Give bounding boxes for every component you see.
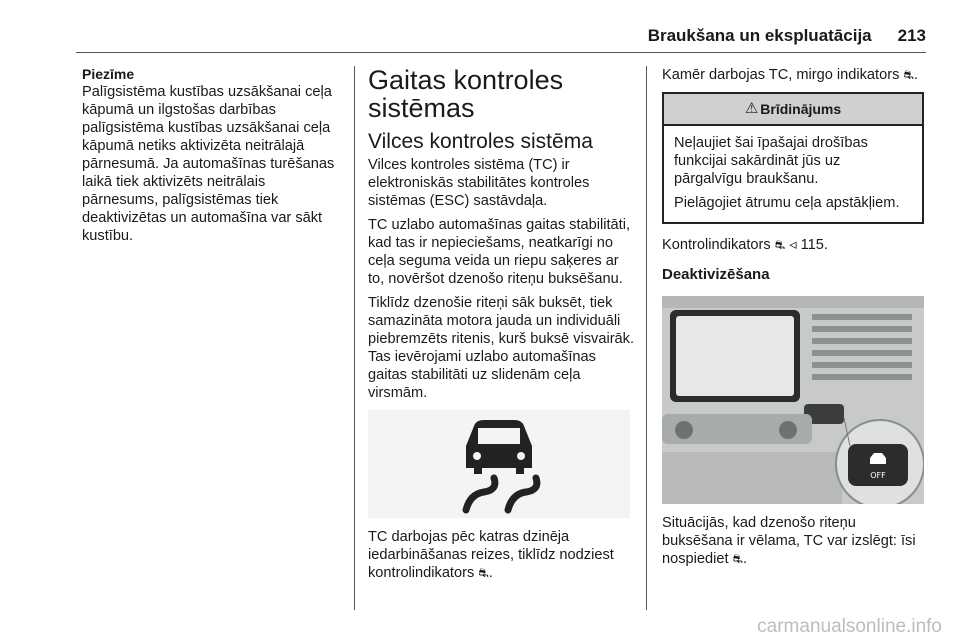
dashboard-illustration (662, 296, 924, 504)
column-3 (662, 66, 928, 574)
column-divider-2 (646, 66, 647, 610)
warning-header (664, 94, 922, 126)
column-1 (82, 66, 344, 251)
section-title: Gaitas kontroles sistēmas (368, 65, 564, 123)
button-label: OFF (870, 471, 886, 480)
dashboard-photo (662, 296, 924, 504)
subsection-title: Vilces kontroles sistēma (368, 130, 593, 153)
tc-off-icon: ⛐ (732, 552, 743, 566)
column-2 (368, 66, 636, 588)
warning-text: Neļaujiet šai īpašajai drošības funkcijai sakārdināt jūs uz pārgalvīgu braukšanu. (674, 135, 868, 187)
tc-indicator-icon: ⛐ (774, 238, 786, 252)
chapter-title: Braukšana un ekspluatācija (647, 26, 872, 45)
traction-control-icon (444, 414, 554, 514)
column-divider-1 (354, 66, 355, 610)
watermark: carmanualsonline.info (757, 616, 942, 637)
page-header (76, 26, 926, 53)
tc-indicator-icon: ⛐ (903, 68, 914, 82)
deactivation-heading: Deaktivizēšana (662, 266, 770, 283)
paragraph: Situācijās, kad dzenošo riteņu buksēšana ir vēlama, TC var izslēgt: īsi nospiediet ⛐. (662, 515, 916, 567)
warning-box (662, 92, 924, 224)
warning-triangle-icon: ⚠ (744, 100, 759, 117)
page-number: 213 (897, 26, 926, 45)
paragraph: Vilces kontroles sistēma (TC) ir elektroniskās stabilitātes kontroles sistēmas (ESC) sastāvdaļa. (368, 157, 590, 209)
warning-title: Brīdinājums (760, 101, 842, 117)
note-heading: Piezīme (82, 66, 135, 82)
paragraph: TC darbojas pēc katras dzinēja iedarbināšanas reizes, tiklīdz nodziest kontrolindikators ⛐. (368, 529, 614, 581)
page-ref-icon: ◃ (789, 237, 797, 253)
warning-text: Pielāgojiet ātrumu ceļa apstākļiem. (674, 195, 900, 211)
paragraph: Kamēr darbojas TC, mirgo indikators ⛐. (662, 67, 918, 83)
note-text: Palīgsistēma kustības uzsākšanai ceļa kāpumā un ilgstošas darbības palīgsistēma kustības uzsākšanai ceļa kāpumā netiks aktivizēta neitrālajā pārnesumā. Ja automašīnas turēšanas laikā tiek aktivizēts neitrālais pārnesums, palīgsistēmas tiek deaktivizētas un automašīna var sākt kustību. (82, 84, 335, 244)
traction-control-symbol (368, 410, 630, 518)
paragraph: TC uzlabo automašīnas gaitas stabilitāti, kad tas ir nepieciešams, neatkarīgi no ceļa seguma veida un riepu saķeres ar to, novēršot dzenošo riteņu buksēšanu. (368, 217, 631, 287)
paragraph: Kontrolindikators ⛐ ◃ 115. (662, 237, 828, 253)
paragraph: Tiklīdz dzenošie riteņi sāk buksēt, tiek samazināta motora jauda un individuāli piebremzēts ritenis, kurš buksē visvairāk. Tas ievērojami uzlabo automašīnas gaitas stabilitāti uz slidenām ceļa virsmām. (368, 295, 635, 401)
tc-indicator-icon: ⛐ (478, 566, 489, 580)
